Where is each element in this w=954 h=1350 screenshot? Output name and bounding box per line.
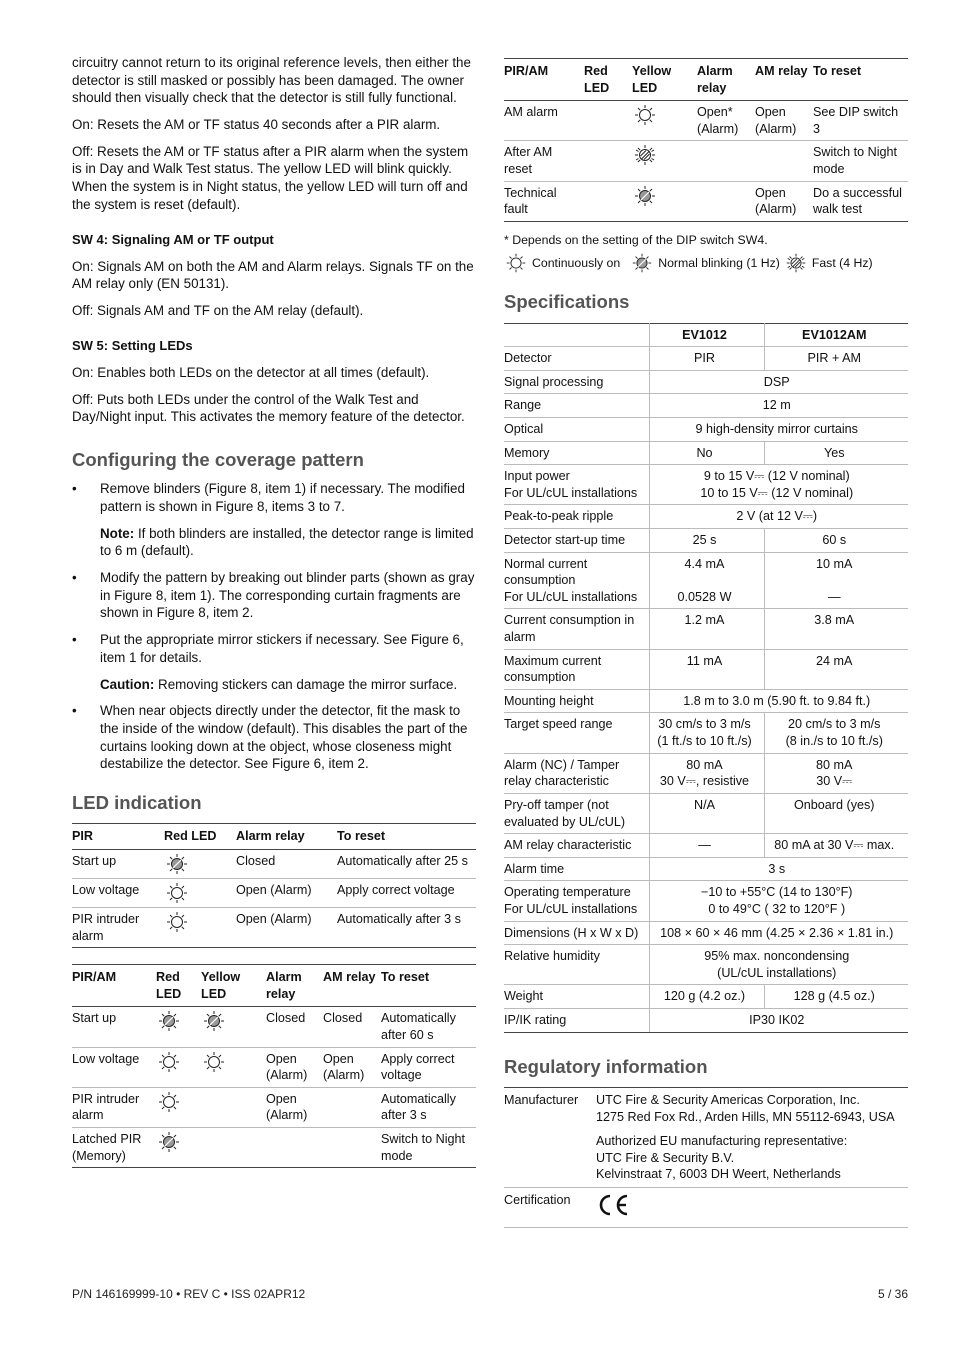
spec-value-ev1012am: 24 mA: [764, 649, 908, 689]
column-header: Red LED: [156, 965, 201, 1007]
led-continuous-icon: [201, 1051, 227, 1073]
column-header: PIR/AM: [504, 59, 584, 101]
spec-row: [504, 649, 908, 689]
footer-part-number: P/N 146169999-10 • REV C • ISS 02APR12: [72, 1287, 306, 1301]
list-item: [72, 631, 476, 693]
note-text: If both blinders are installed, the detector range is limited to 6 m (default).: [100, 525, 474, 559]
spec-row: [504, 465, 908, 505]
manufacturer-label: Manufacturer: [504, 1088, 596, 1130]
spec-value-ev1012am: PIR + AM: [764, 347, 908, 371]
spec-label: Pry-off tamper (not evaluated by UL/cUL): [504, 793, 649, 833]
spec-label: Input power For UL/cUL installations: [504, 465, 649, 505]
spec-row: [504, 985, 908, 1009]
ce-mark-icon: [596, 1192, 630, 1218]
spec-value-ev1012am: 80 mA at 30 V⎓ max.: [764, 834, 908, 858]
led-continuous-icon: [632, 104, 658, 126]
spec-label: Peak-to-peak ripple: [504, 505, 649, 529]
am-relay-cell: Open (Alarm): [323, 1047, 381, 1087]
am-relay-cell: [323, 1128, 381, 1168]
led-fast-blink-icon: [784, 252, 808, 274]
row-label: Low voltage: [72, 878, 164, 907]
legend-continuous: Continuously on: [532, 255, 621, 270]
list-item-text: Put the appropriate mirror stickers if necessary. See Figure 6, item 1 for details.: [100, 632, 464, 665]
row-label: Technical fault: [504, 181, 584, 221]
regulatory-table: [504, 1087, 908, 1228]
table-row: [72, 1007, 476, 1047]
alarm-relay-cell: Open (Alarm): [266, 1087, 323, 1127]
list-item: [72, 569, 476, 622]
row-label: Low voltage: [72, 1047, 156, 1087]
spec-value-ev1012: —: [649, 834, 764, 858]
spec-row: [504, 921, 908, 945]
alarm-relay-cell: Open* (Alarm): [697, 101, 755, 141]
led-cell: [156, 1007, 201, 1047]
regulatory-heading: Regulatory information: [504, 1055, 708, 1077]
spec-row: [504, 793, 908, 833]
row-label: AM alarm: [504, 101, 584, 141]
am-table-body: [504, 101, 908, 222]
spec-row: [504, 881, 908, 921]
spec-value: 95% max. noncondensing (UL/cUL installations): [649, 945, 908, 985]
led-continuous-icon: [164, 882, 190, 904]
spec-value-ev1012am: 3.8 mA: [764, 609, 908, 649]
row-label: PIR intruder alarm: [72, 907, 164, 947]
spec-label: Mounting height: [504, 689, 649, 713]
led-cell: [632, 101, 697, 141]
spec-value: 3 s: [649, 857, 908, 881]
alarm-relay-cell: [266, 1128, 323, 1168]
led-cell: [632, 141, 697, 181]
spec-value-ev1012: 120 g (4.2 oz.): [649, 985, 764, 1009]
footer-page-number: 5 / 36: [877, 1287, 908, 1301]
spec-value: 108 × 60 × 46 mm (4.25 × 2.36 × 1.81 in.): [649, 921, 908, 945]
column-header: Alarm relay: [266, 965, 323, 1007]
spec-value-ev1012am: 80 mA 30 V⎓: [764, 753, 908, 793]
spec-value-ev1012am: 20 cm/s to 3 m/s (8 in./s to 10 ft./s): [764, 713, 908, 753]
spec-row: [504, 834, 908, 858]
sw4-off-text: Off: Signals AM and TF on the AM relay (default).: [72, 303, 364, 319]
spec-value: 9 high-density mirror curtains: [649, 417, 908, 441]
table-row: [72, 907, 476, 947]
spec-label: Memory: [504, 441, 649, 465]
spec-label: IP/IK rating: [504, 1009, 649, 1033]
led-cell: [156, 1128, 201, 1168]
certification-label: Certification: [504, 1188, 596, 1228]
led-cell: [156, 1047, 201, 1087]
spec-row: [504, 713, 908, 753]
reset-cell: Apply correct voltage: [337, 878, 476, 907]
reset-cell: Switch to Night mode: [813, 141, 908, 181]
spec-label: Detector: [504, 347, 649, 371]
spec-value-ev1012am: 10 mA —: [764, 552, 908, 609]
spec-label: Normal current consumption For UL/cUL installations: [504, 552, 649, 609]
manufacturer-address: UTC Fire & Security Americas Corporation, Inc. 1275 Red Fox Rd., Arden Hills, MN 55112-6943, USA: [596, 1093, 895, 1124]
spec-label: Operating temperature For UL/cUL installations: [504, 881, 649, 921]
empty-cell: [584, 181, 632, 221]
spec-label: Current consumption in alarm: [504, 609, 649, 649]
led-continuous-icon: [504, 252, 528, 274]
column-header: Alarm relay: [697, 59, 755, 101]
table-row: [504, 101, 908, 141]
spec-value: 2 V (at 12 V⎓): [649, 505, 908, 529]
specifications-table: [504, 323, 908, 1033]
column-header: To reset: [813, 59, 908, 101]
spec-row: [504, 347, 908, 371]
led-normal-icon: [156, 1131, 182, 1153]
reset-cell: Automatically after 25 s: [337, 849, 476, 878]
led-continuous-icon: [156, 1051, 182, 1073]
spec-value: −10 to +55°C (14 to 130°F) 0 to 49°C ( 32 to 120°F ): [649, 881, 908, 921]
right-column: [504, 58, 908, 1228]
am-relay-cell: Open (Alarm): [755, 101, 813, 141]
spec-value-ev1012am: 128 g (4.5 oz.): [764, 985, 908, 1009]
sw5-on-text: On: Enables both LEDs on the detector at all times (default).: [72, 364, 430, 380]
sw4-on-text: On: Signals AM on both the AM and Alarm relays. Signals TF on the AM relay only (EN 50131).: [72, 258, 474, 292]
table-row: [504, 1088, 908, 1130]
led-normal-icon: [201, 1010, 227, 1032]
column-header: To reset: [337, 824, 476, 850]
list-item-text: Remove blinders (Figure 8, item 1) if necessary. The modified pattern is shown in Figure 8, items 3 to 7.: [100, 481, 465, 515]
column-header: PIR: [72, 824, 164, 850]
alarm-relay-cell: Closed: [236, 849, 337, 878]
coverage-heading: Configuring the coverage pattern: [72, 448, 364, 470]
spec-row: [504, 1009, 908, 1033]
spec-value-ev1012: 4.4 mA 0.0528 W: [649, 552, 764, 609]
list-item: [72, 480, 476, 560]
reset-cell: Automatically after 3 s: [337, 907, 476, 947]
spec-value-ev1012: PIR: [649, 347, 764, 371]
row-label: Start up: [72, 849, 164, 878]
row-label: Latched PIR (Memory): [72, 1128, 156, 1168]
column-header: Red LED: [164, 824, 236, 850]
table-row: [72, 878, 476, 907]
am-relay-cell: Open (Alarm): [755, 181, 813, 221]
alarm-relay-cell: Open (Alarm): [266, 1047, 323, 1087]
table-row: [504, 141, 908, 181]
led-legend: [504, 252, 908, 274]
led-normal-icon: [156, 1010, 182, 1032]
led-cell: [164, 878, 236, 907]
led-cell: [201, 1007, 266, 1047]
am-led-table: [504, 58, 908, 222]
led-normal-blink-icon: [630, 252, 654, 274]
pir-am-led-table: [72, 964, 476, 1168]
empty-cell: [584, 141, 632, 181]
table-row: [72, 1087, 476, 1127]
led-continuous-icon: [156, 1091, 182, 1113]
column-header: AM relay: [755, 59, 813, 101]
spec-row: [504, 370, 908, 394]
table-row: [72, 1047, 476, 1087]
row-label: Start up: [72, 1007, 156, 1047]
reset-cell: Automatically after 60 s: [381, 1007, 476, 1047]
row-label: After AM reset: [504, 141, 584, 181]
spec-value: 1.8 m to 3.0 m (5.90 ft. to 9.84 ft.): [649, 689, 908, 713]
bullet-icon: •: [72, 632, 77, 648]
table-row: [72, 1128, 476, 1168]
spec-row: [504, 689, 908, 713]
pir-led-table: [72, 823, 476, 948]
table-row: [504, 1129, 908, 1187]
led-cell: [632, 181, 697, 221]
led-cell: [164, 907, 236, 947]
spec-label: Maximum current consumption: [504, 649, 649, 689]
specifications-heading: Specifications: [504, 291, 630, 313]
spec-label: Optical: [504, 417, 649, 441]
spec-value-ev1012: N/A: [649, 793, 764, 833]
sw3-off-text: Off: Resets the AM or TF status after a PIR alarm when the system is in Day and Walk Test status. The yellow LED will blink quickly. When the system is in Night status, the yellow LED will turn off and the system is reset (default).: [72, 143, 469, 212]
reset-cell: Automatically after 3 s: [381, 1087, 476, 1127]
note-label: Note:: [100, 525, 135, 541]
column-header: EV1012AM: [764, 323, 908, 347]
spec-value-ev1012: 11 mA: [649, 649, 764, 689]
spec-label: Weight: [504, 985, 649, 1009]
specifications-body: [504, 347, 908, 1033]
spec-row: [504, 505, 908, 529]
spec-value-ev1012: 30 cm/s to 3 m/s (1 ft./s to 10 ft./s): [649, 713, 764, 753]
bullet-icon: •: [72, 481, 77, 497]
bullet-icon: •: [72, 703, 77, 719]
column-header: Yellow LED: [201, 965, 266, 1007]
coverage-list: [72, 480, 476, 773]
am-relay-cell: Closed: [323, 1007, 381, 1047]
column-header: [504, 323, 649, 347]
column-header: To reset: [381, 965, 476, 1007]
spec-value: IP30 IK02: [649, 1009, 908, 1033]
table-row: [72, 849, 476, 878]
bullet-icon: •: [72, 570, 77, 586]
led-cell: [156, 1087, 201, 1127]
spec-value: DSP: [649, 370, 908, 394]
spec-label: Target speed range: [504, 713, 649, 753]
spec-label: Detector start-up time: [504, 528, 649, 552]
list-item-text: When near objects directly under the detector, fit the mask to the inside of the window (default). This disables the part of the curtains looking down at the object, whose closeness might destabilize the detector. See Figure 6, item 2.: [100, 703, 468, 772]
alarm-relay-cell: [697, 141, 755, 181]
caution: [100, 676, 476, 694]
spec-row: [504, 857, 908, 881]
spec-row: [504, 441, 908, 465]
column-header: Yellow LED: [632, 59, 697, 101]
column-header: PIR/AM: [72, 965, 156, 1007]
column-header: AM relay: [323, 965, 381, 1007]
pir-am-table-body: [72, 1007, 476, 1168]
spec-label: Range: [504, 394, 649, 418]
alarm-relay-cell: Open (Alarm): [236, 878, 337, 907]
alarm-relay-cell: Open (Alarm): [236, 907, 337, 947]
intro-paragraph: circuitry cannot return to its original reference levels, then either the detector is still masked or possibly has been damaged. The owner should then visually check that the detector is still fully functional.: [72, 55, 471, 106]
spec-label: AM relay characteristic: [504, 834, 649, 858]
led-fast-icon: [632, 144, 658, 166]
spec-row: [504, 528, 908, 552]
alarm-relay-cell: Closed: [266, 1007, 323, 1047]
spec-label: Alarm time: [504, 857, 649, 881]
spec-row: [504, 609, 908, 649]
sw4-heading: SW 4: Signaling AM or TF output: [72, 231, 274, 247]
reset-cell: See DIP switch 3: [813, 101, 908, 141]
caution-label: Caution:: [100, 676, 155, 692]
led-cell: [201, 1047, 266, 1087]
spec-row: [504, 394, 908, 418]
led-indication-heading: LED indication: [72, 791, 202, 813]
empty-cell: [584, 101, 632, 141]
column-header: Red LED: [584, 59, 632, 101]
spec-row: [504, 753, 908, 793]
spec-value-ev1012: No: [649, 441, 764, 465]
left-column: [72, 54, 476, 1168]
list-item-text: Modify the pattern by breaking out blinder parts (shown as gray in Figure 8, item 1). The corresponding curtain fragments are shown in Figure 8, item 2.: [100, 570, 475, 621]
sw5-heading: SW 5: Setting LEDs: [72, 337, 193, 353]
spec-label: Dimensions (H x W x D): [504, 921, 649, 945]
column-header: EV1012: [649, 323, 764, 347]
spec-row: [504, 417, 908, 441]
spec-value: 9 to 15 V⎓ (12 V nominal) 10 to 15 V⎓ (12 V nominal): [649, 465, 908, 505]
table-row: [504, 1188, 908, 1228]
spec-label: Signal processing: [504, 370, 649, 394]
led-continuous-icon: [164, 911, 190, 933]
spec-label: Relative humidity: [504, 945, 649, 985]
led-normal-icon: [164, 853, 190, 875]
reset-cell: Do a successful walk test: [813, 181, 908, 221]
spec-value-ev1012am: 60 s: [764, 528, 908, 552]
spec-value-ev1012am: Onboard (yes): [764, 793, 908, 833]
am-relay-cell: [323, 1087, 381, 1127]
spec-value-ev1012: 80 mA 30 V⎓, resistive: [649, 753, 764, 793]
column-header: Alarm relay: [236, 824, 337, 850]
spec-row: [504, 945, 908, 985]
dip-footnote: * Depends on the setting of the DIP switch SW4.: [504, 232, 768, 247]
table-row: [504, 181, 908, 221]
am-relay-cell: [755, 141, 813, 181]
alarm-relay-cell: [697, 181, 755, 221]
pir-table-body: [72, 849, 476, 947]
led-cell: [164, 849, 236, 878]
list-item: [72, 702, 476, 773]
caution-text: Removing stickers can damage the mirror surface.: [154, 676, 458, 692]
legend-normal: Normal blinking (1 Hz): [658, 255, 780, 270]
spec-value-ev1012am: Yes: [764, 441, 908, 465]
sw5-off-text: Off: Puts both LEDs under the control of the Walk Test and Day/Night input. This activates the memory feature of the detector.: [72, 391, 465, 425]
sw3-on-text: On: Resets the AM or TF status 40 seconds after a PIR alarm.: [72, 117, 441, 133]
led-normal-icon: [632, 185, 658, 207]
empty-cell: [201, 1087, 266, 1127]
eu-representative: Authorized EU manufacturing representative: UTC Fire & Security B.V. Kelvinstraat 7, 6003 DH Weert, Netherlands: [596, 1129, 908, 1187]
spec-row: [504, 552, 908, 609]
empty-cell: [201, 1128, 266, 1168]
spec-value: 12 m: [649, 394, 908, 418]
row-label: PIR intruder alarm: [72, 1087, 156, 1127]
spec-value-ev1012: 1.2 mA: [649, 609, 764, 649]
reset-cell: Apply correct voltage: [381, 1047, 476, 1087]
note: [100, 525, 476, 560]
spec-value-ev1012: 25 s: [649, 528, 764, 552]
reset-cell: Switch to Night mode: [381, 1128, 476, 1168]
manufacturer-value: [596, 1088, 908, 1130]
legend-fast: Fast (4 Hz): [811, 255, 873, 270]
spec-label: Alarm (NC) / Tamper relay characteristic: [504, 753, 649, 793]
